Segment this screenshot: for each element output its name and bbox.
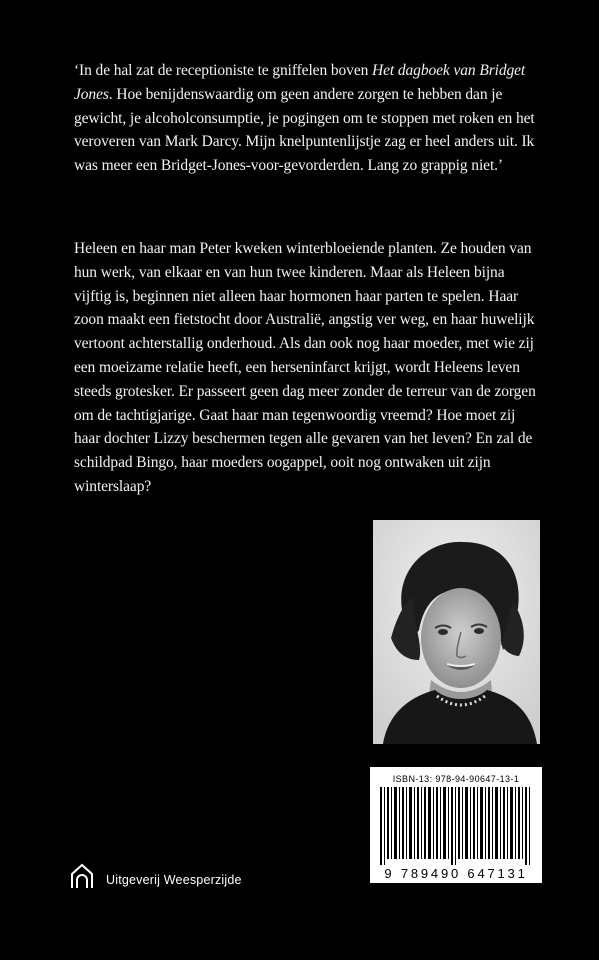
author-portrait-image	[373, 520, 540, 744]
publisher-mark	[68, 862, 242, 890]
barcode-block	[370, 767, 542, 883]
barcode-icon	[380, 787, 532, 865]
publisher-name: Uitgeverij Weesperzijde	[106, 872, 242, 887]
quote-text-end: . Hoe benijdenswaardig om geen andere zorgen te hebben dan je gewicht, je alcoholconsumptie, je pogingen om te stoppen met roken en het veroveren van Mark Darcy. Mijn knelpuntenlijstje zag er heel anders uit. Ik was meer een Bridget-Jones-voor-gevorderden. Lang zo grappig niet.’	[74, 85, 535, 175]
isbn-label: ISBN-13: 978-94-90647-13-1	[392, 774, 520, 784]
ean-digits: 9 789490 647131	[384, 866, 528, 881]
quote-text-start: ‘In de hal zat de receptioniste te gniffelen boven	[74, 62, 373, 79]
author-photo	[373, 520, 540, 744]
house-arch-logo-icon	[68, 862, 96, 890]
cover-quote	[74, 59, 540, 178]
quote-book-title: Het dagboek van Bridget Jones	[74, 62, 526, 103]
blurb-paragraph: Heleen en haar man Peter kweken winterbloeiende planten. Ze houden van hun werk, van elkaar en van hun twee kinderen. Maar als Heleen bijna vijftig is, beginnen niet alleen haar hormonen haar parten te spelen. Haar zoon maakt een fietstocht door Australië, angstig ver weg, en haar huwelijk vertoont achterstallig onderhoud. Als dan ook nog haar moeder, met wie zij een moeizame relatie heeft, een herseninfarct krijgt, wordt Heleens leven steeds grotesker. Er passeert geen dag meer zonder de terreur van de zorgen om de tachtigjarige. Gaat haar man tegenwoordig vreemd? Hoe moet zij haar dochter Lizzy beschermen tegen alle gevaren van het leven? En zal de schildpad Bingo, haar moeders oogappel, ooit nog ontwaken uit zijn winterslaap?	[74, 240, 536, 495]
barcode-bars	[380, 787, 532, 865]
